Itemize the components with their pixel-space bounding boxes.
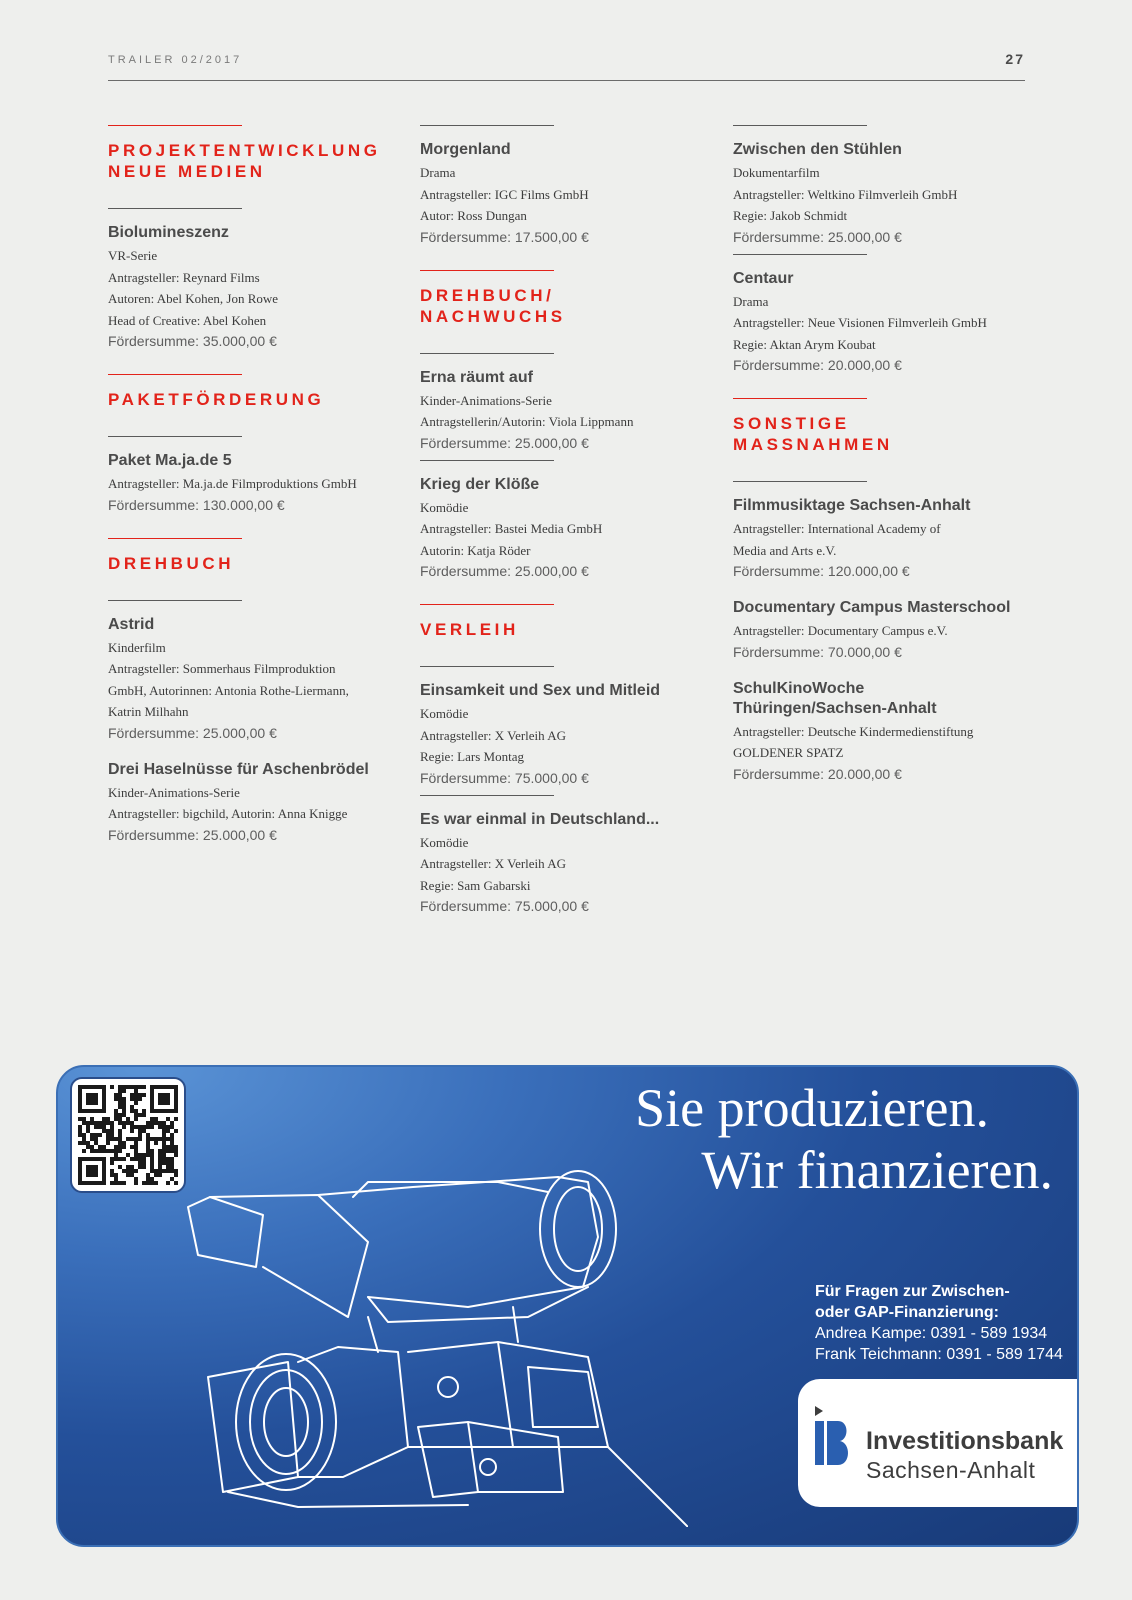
project-detail: GmbH, Autorinnen: Antonia Rothe-Liermann, (108, 682, 349, 698)
project-detail: Antragsteller: Neue Visionen Filmverleih GmbH (733, 315, 987, 330)
funding-amount: Fördersumme: 70.000,00 € (733, 643, 902, 660)
section-divider (108, 538, 242, 539)
section-divider (108, 374, 242, 375)
section (420, 270, 710, 327)
project-detail: Antragsteller: X Verleih AG (420, 727, 566, 743)
project-title: Filmmusiktage Sachsen-Anhalt (733, 497, 971, 514)
column-1 (108, 125, 398, 852)
funding-entry (733, 481, 1023, 582)
funding-amount: Fördersumme: 35.000,00 € (108, 333, 277, 349)
project-detail: Antragsteller: Documentary Campus e.V. (733, 623, 948, 638)
funding-entry (733, 598, 1023, 663)
column-2 (420, 125, 710, 923)
project-detail: Antragstellerin/Autorin: Viola Lippmann (420, 414, 634, 429)
funding-amount: Fördersumme: 25.000,00 € (733, 228, 902, 245)
entry-divider (108, 208, 242, 209)
project-title: Zwischen den Stühlen (733, 141, 902, 158)
project-title: Paket Ma.ja.de 5 (108, 452, 232, 469)
project-title: SchulKinoWoche Thüringen/Sachsen-Anhalt (733, 679, 937, 717)
section (733, 398, 1023, 455)
section-divider (420, 270, 554, 271)
funding-entry (108, 436, 398, 516)
section-heading: DREHBUCH/ NACHWUCHS (420, 285, 566, 326)
funding-amount: Fördersumme: 75.000,00 € (420, 898, 589, 914)
project-detail: Dokumentarfilm (733, 165, 820, 180)
project-title: Es war einmal in Deutschland... (420, 810, 660, 828)
project-detail: Antragsteller: Ma.ja.de Filmproduktions GmbH (108, 476, 357, 491)
entry-divider (108, 600, 242, 601)
project-detail: Head of Creative: Abel Kohen (108, 312, 267, 328)
contact-info (815, 1281, 1063, 1365)
funding-amount: Fördersumme: 25.000,00 € (108, 826, 277, 843)
entry-divider (108, 436, 242, 437)
project-title: Biolumineszenz (108, 224, 229, 241)
project-detail: Regie: Aktan Arym Koubat (733, 336, 876, 352)
funding-entry (108, 760, 398, 846)
project-detail: Kinder-Animations-Serie (420, 392, 552, 408)
funding-entry (733, 679, 1023, 785)
funding-amount: Fördersumme: 20.000,00 € (733, 357, 902, 373)
funding-entry (108, 208, 398, 352)
contact-frank-teichmann: Frank Teichmann: 0391 - 589 1744 (815, 1346, 1063, 1363)
funding-amount: Fördersumme: 130.000,00 € (108, 496, 285, 513)
entry-divider (420, 460, 554, 461)
project-detail: Regie: Jakob Schmidt (733, 208, 848, 223)
contact-andrea-kampe: Andrea Kampe: 0391 - 589 1934 (815, 1325, 1048, 1342)
section (108, 374, 398, 410)
project-title: Centaur (733, 269, 794, 287)
funding-entry (420, 125, 710, 248)
contact-heading: oder GAP-Finanzierung: (815, 1304, 999, 1321)
entry-divider (420, 125, 554, 126)
project-detail: Komödie (420, 499, 469, 515)
project-detail: Autor: Ross Dungan (420, 208, 527, 223)
entry-divider (420, 795, 554, 796)
entry-divider (420, 353, 554, 354)
project-title: Einsamkeit und Sex und Mitleid (420, 682, 661, 699)
magazine-issue: TRAILER 02/2017 (108, 54, 243, 66)
funding-amount: Fördersumme: 120.000,00 € (733, 563, 910, 579)
ad-slogan (635, 1077, 1053, 1201)
section-divider (108, 125, 242, 126)
project-detail: Katrin Milhahn (108, 704, 189, 719)
section-divider (420, 604, 554, 605)
video-camera-illustration (168, 1147, 688, 1527)
entry-divider (733, 481, 867, 482)
project-detail: Kinderfilm (108, 639, 166, 655)
funding-amount: Fördersumme: 25.000,00 € (420, 563, 589, 579)
slogan-line-1: Sie produzieren. (635, 1078, 989, 1138)
project-title: Krieg der Klöße (420, 475, 540, 493)
project-detail: Antragsteller: International Academy of (733, 521, 941, 536)
advertisement-banner (56, 1065, 1079, 1547)
section-heading: SONSTIGE MASSNAHMEN (733, 414, 893, 454)
page-number: 27 (1005, 51, 1025, 67)
project-title: Drei Haselnüsse für Aschenbrödel (108, 760, 369, 778)
project-detail: VR-Serie (108, 248, 158, 263)
page-header (108, 52, 1025, 81)
funding-amount: Fördersumme: 25.000,00 € (420, 434, 589, 451)
entry-divider (733, 125, 867, 126)
project-detail: Antragsteller: X Verleih AG (420, 856, 566, 871)
bank-region: Sachsen-Anhalt (866, 1457, 1036, 1483)
project-title: Astrid (108, 615, 155, 633)
funding-entry (733, 125, 1023, 248)
section (108, 538, 398, 574)
project-detail: Drama (420, 165, 456, 180)
funding-entry (420, 353, 710, 454)
funding-entry (733, 254, 1023, 377)
section-heading: PROJEKTENTWICKLUNG NEUE MEDIEN (108, 141, 381, 181)
funding-entry (420, 460, 710, 583)
project-detail: Antragsteller: bigchild, Autorin: Anna Knigge (108, 806, 348, 821)
project-detail: Antragsteller: Sommerhaus Filmproduktion (108, 661, 336, 676)
section (108, 125, 398, 182)
slogan-line-2: Wir finanzieren. (701, 1140, 1053, 1200)
funding-amount: Fördersumme: 20.000,00 € (733, 765, 902, 782)
entry-divider (733, 254, 867, 255)
project-detail: Komödie (420, 834, 469, 850)
section-heading: PAKETFÖRDERUNG (108, 390, 325, 409)
section-heading: DREHBUCH (108, 553, 235, 573)
project-detail: GOLDENER SPATZ (733, 745, 844, 760)
project-detail: Autorin: Katja Röder (420, 542, 531, 558)
project-title: Morgenland (420, 141, 511, 158)
contact-heading: Für Fragen zur Zwischen- (815, 1283, 1010, 1300)
funding-entry (420, 666, 710, 789)
project-title: Documentary Campus Masterschool (733, 599, 1011, 616)
project-detail: Antragsteller: Deutsche Kindermedienstiftung (733, 723, 974, 739)
project-detail: Antragsteller: Weltkino Filmverleih GmbH (733, 186, 958, 202)
column-3 (733, 125, 1023, 791)
bank-name: Investitionsbank (866, 1427, 1064, 1455)
project-title: Erna räumt auf (420, 368, 533, 386)
project-detail: Antragsteller: Bastei Media GmbH (420, 521, 603, 536)
bank-logo (798, 1379, 1079, 1507)
project-detail: Regie: Lars Montag (420, 749, 524, 764)
entry-divider (420, 666, 554, 667)
project-detail: Autoren: Abel Kohen, Jon Rowe (108, 291, 279, 306)
project-detail: Regie: Sam Gabarski (420, 877, 531, 893)
section-divider (733, 398, 867, 399)
project-detail: Media and Arts e.V. (733, 542, 837, 558)
project-detail: Drama (733, 293, 769, 309)
ib-logo-icon (814, 1405, 854, 1467)
project-detail: Antragsteller: IGC Films GmbH (420, 186, 589, 202)
project-detail: Antragsteller: Reynard Films (108, 269, 260, 285)
funding-amount: Fördersumme: 25.000,00 € (108, 724, 277, 741)
funding-amount: Fördersumme: 75.000,00 € (420, 769, 589, 786)
funding-entry (108, 600, 398, 744)
funding-amount: Fördersumme: 17.500,00 € (420, 228, 589, 245)
section-heading: VERLEIH (420, 620, 519, 639)
section (420, 604, 710, 640)
project-detail: Kinder-Animations-Serie (108, 784, 240, 800)
project-detail: Komödie (420, 706, 469, 721)
funding-entry (420, 795, 710, 918)
